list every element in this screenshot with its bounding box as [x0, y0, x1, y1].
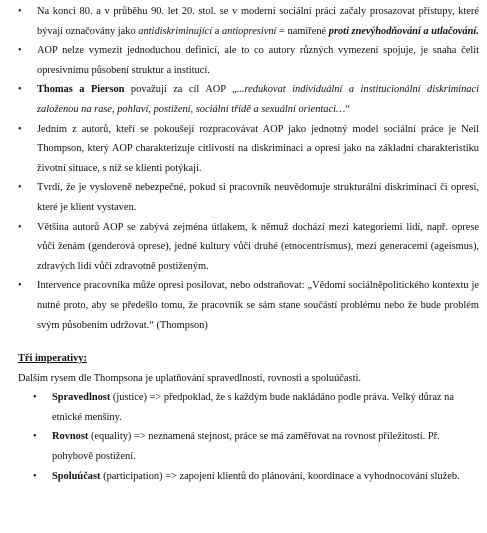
term-antiopresivni: antiopresivní: [221, 25, 277, 37]
imperative-term: Rovnost: [52, 431, 89, 443]
list-item: [0, 467, 487, 487]
text-run: “: [345, 103, 350, 115]
bullet-icon: •: [18, 84, 22, 96]
imperatives-list: [0, 388, 487, 486]
list-item: [0, 80, 487, 119]
imperative-term: Spoluúčast: [52, 470, 101, 482]
term-antidiskriminujici: antidiskriminující: [138, 25, 213, 37]
text-run: považují za cíl AOP „: [124, 84, 237, 96]
bullet-icon: •: [18, 221, 22, 233]
list-item: [0, 41, 487, 80]
bullet-icon: •: [18, 45, 22, 57]
bullet-icon: •: [33, 431, 37, 443]
imperative-text: (participation) => zapojení klientů do plánování, koordinace a vyhodnocování služeb.: [100, 470, 460, 482]
quote-text: ...redukovat individuální a institucionální diskriminaci založenou na rase, pohlaví, postižení, sociální třídě a sexuální orientaci…: [37, 84, 479, 115]
list-item: [0, 120, 487, 179]
text-run: Na konci 80. a v průběhu 90. let 20. stol. se v moderní sociální práci začaly prosazovat přístupy, které bývají označovány jako: [37, 6, 479, 37]
text-run: Jedním z autorů, kteří se pokoušejí rozpracovávat AOP jako jednotný model sociální práce je Neil Thompson, který AOP charakterizuje citlivostí na diskriminaci a opresi jako na základní charakteristiku životní situace, s níž se klienti potýkají.: [37, 123, 479, 174]
bullet-icon: •: [18, 6, 22, 17]
text-run: Většina autorů AOP se zabývá zejména útlakem, k němuž dochází mezi kategoriemi lidí, např. oprese vůči ženám (genderová oprese), jedné kultury vůči druhé (etnocentrismus), mezi generacemi (ageismus), zdravých lidí vůči zdravotně postiženým.: [37, 221, 479, 272]
list-item: [0, 388, 487, 427]
bullet-icon: •: [18, 280, 22, 292]
bullet-icon: •: [18, 123, 22, 135]
list-item: [0, 2, 487, 41]
document: [0, 2, 487, 486]
main-bullet-list: [0, 2, 487, 335]
bullet-icon: •: [18, 182, 22, 194]
text-run: Intervence pracovníka může opresi posilovat, nebo odstraňovat: „Vědomí sociálněpolitického kontextu je nutné proto, aby se předešlo tomu, že pracovník se sám stane součástí problému nebo že bude problém svým působením udržovat.“ (Thompson): [37, 280, 479, 331]
text-run: = namířené: [276, 25, 329, 37]
bullet-icon: •: [33, 392, 37, 404]
imperative-text: (equality) => neznamená stejnost, práce se má zaměřovat na rovnost příležitostí. Př. pohybově postižení.: [52, 431, 440, 463]
list-item: [0, 178, 487, 217]
section-heading: Tři imperativy:: [18, 353, 87, 365]
section-intro: Dalším rysem dle Thompsona je uplatňování spravedlnosti, rovnosti a spoluúčasti.: [18, 372, 361, 384]
imperatives-section: [0, 349, 487, 369]
author-names: Thomas a Pierson: [37, 84, 125, 96]
text-run: AOP nelze vymezit jednoduchou definicí, ale to co autory různých vymezení spojuje, je snaha čelit opresivnímu působení struktur a institucí.: [37, 45, 479, 76]
imperative-text: (justice) => předpoklad, že s každým bude nakládáno podle práva. Velký důraz na etnické menšiny.: [52, 392, 454, 423]
text-run: Tvrdí, že je vysloveně nebezpečné, pokud si pracovník neuvědomuje strukturální diskriminaci či opresi, které je klient vystaven.: [37, 182, 479, 213]
imperative-term: Spravedlnost: [52, 392, 111, 404]
list-item: [0, 276, 487, 335]
list-item: [0, 218, 487, 277]
text-run: a: [212, 25, 222, 37]
bullet-icon: •: [33, 470, 37, 482]
emphasis-text: proti znevýhodňování a utlačování.: [328, 25, 479, 37]
list-item: [0, 427, 487, 466]
